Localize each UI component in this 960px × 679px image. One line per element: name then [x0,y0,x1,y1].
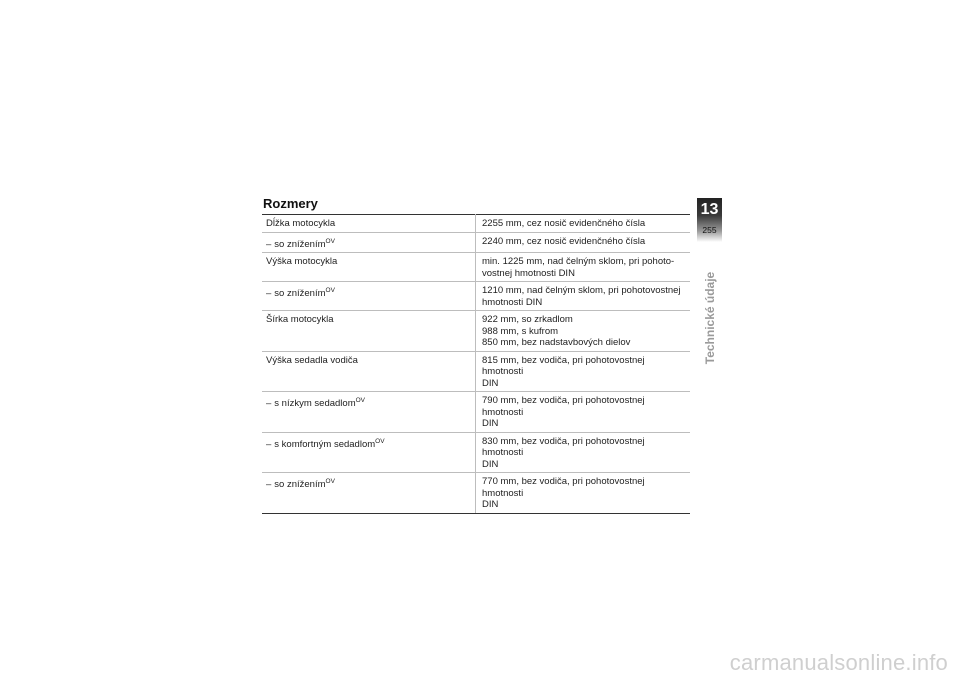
row-label-cell [262,282,476,311]
row-value-line: 770 mm, bez vodiča, pri pohotovostnej hmotnosti [482,476,645,499]
table-row [262,215,690,233]
section-title: Rozmery [263,196,318,211]
optional-equipment-marker: OV [325,287,335,294]
row-label: so znížením [274,238,326,250]
row-value-line: min. 1225 mm, nad čelným sklom, pri pohoto- [482,256,675,267]
row-value-line: 1210 mm, nad čelným sklom, pri pohotovostnej [482,285,681,296]
row-label: Šírka motocykla [266,314,334,325]
row-value-line: DIN [482,499,499,510]
row-value-cell [476,392,691,433]
row-label-cell [262,392,476,433]
row-value-line: 790 mm, bez vodiča, pri pohotovostnej hmotnosti [482,395,645,418]
watermark: carmanualsonline.info [729,650,948,675]
table-row [262,432,690,473]
row-value-line: 922 mm, so zrkadlom [482,314,573,325]
row-value-line: DIN [482,458,499,470]
dash-marker: – [266,479,272,490]
row-label: Výška motocykla [266,256,338,267]
optional-equipment-marker: OV [325,478,335,485]
optional-equipment-marker: OV [375,437,385,445]
row-label-cell [262,351,476,392]
row-label-cell [262,311,476,352]
page-number: 255 [702,225,717,235]
row-label: so znížením [274,288,326,299]
row-value-line: DIN [482,418,499,429]
row-label-cell [262,473,476,514]
row-label: Dĺžka motocykla [266,218,336,229]
dash-marker: – [266,288,272,299]
row-value-cell [476,282,691,311]
optional-equipment-marker: OV [325,237,335,245]
chapter-number: 13 [700,201,719,218]
chapter-tab [697,198,722,242]
row-label: so znížením [274,479,326,490]
dash-marker: – [266,398,272,409]
row-label-cell [262,215,476,233]
table-row [262,232,690,253]
row-value-line: vostnej hmotnosti DIN [482,267,575,279]
chapter-title: Technické údaje [703,271,717,365]
optional-equipment-marker: OV [355,397,366,404]
row-label-cell [262,253,476,282]
row-value-line: DIN [482,377,499,389]
row-value-line: hmotnosti DIN [482,296,543,308]
table-row [262,253,690,282]
table-row [262,282,690,311]
table-row [262,473,690,514]
dash-marker: – [266,238,272,250]
row-value-cell [476,232,691,253]
row-value-line: 850 mm, bez nadstavbových dielov [482,337,631,348]
row-label-cell [262,432,476,473]
dash-marker: – [266,438,272,450]
row-value-line: 988 mm, s kufrom [482,325,559,337]
row-value-line: 2240 mm, cez nosič evidenčného čísla [482,235,646,247]
row-value-line: 830 mm, bez vodiča, pri pohotovostnej hmotnosti [482,435,645,458]
table-row [262,311,690,352]
row-label-cell [262,232,476,253]
row-label: Výška sedadla vodiča [266,354,358,366]
row-value-line: 815 mm, bez vodiča, pri pohotovostnej hmotnosti [482,354,645,377]
table-row [262,351,690,392]
row-label: s nízkym sedadlom [274,398,356,409]
table-row [262,392,690,433]
row-value-cell [476,215,691,233]
row-label: s komfortným sedadlom [274,438,376,450]
row-value-cell [476,432,691,473]
dimensions-table-body [262,215,690,514]
row-value-cell [476,473,691,514]
row-value-cell [476,311,691,352]
row-value-line: 2255 mm, cez nosič evidenčného čísla [482,218,646,229]
row-value-cell [476,351,691,392]
dimensions-table [262,214,690,514]
row-value-cell [476,253,691,282]
